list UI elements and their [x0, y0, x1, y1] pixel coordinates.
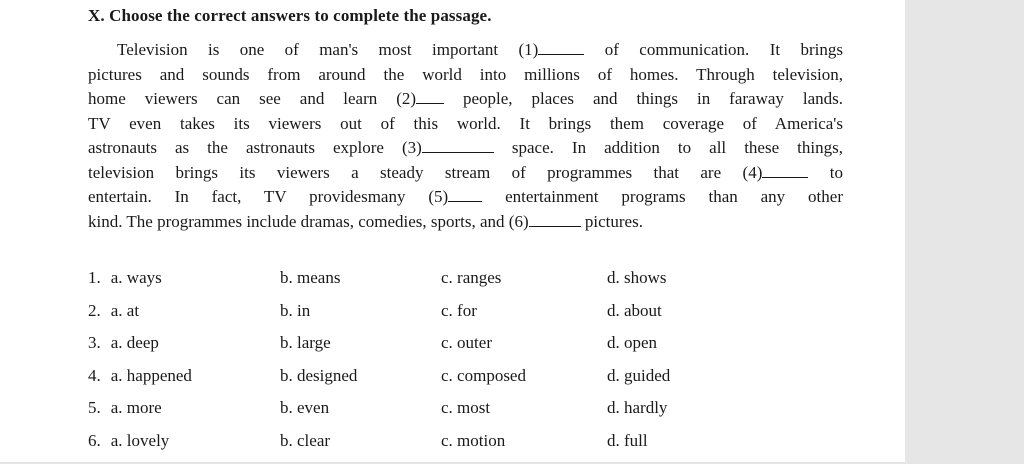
option-a[interactable]: a. more: [110, 398, 162, 418]
passage-line: [88, 210, 843, 235]
option-d[interactable]: d. hardly: [607, 398, 668, 418]
passage-text: home viewers can see and learn (2): [88, 89, 417, 108]
passage-line: [88, 185, 843, 210]
passage-text: Television is one of man's most important (1): [117, 40, 539, 59]
option-b[interactable]: b. even: [280, 398, 330, 418]
passage-text: to: [808, 162, 843, 182]
passage: [88, 38, 843, 234]
option-a[interactable]: a. ways: [110, 268, 162, 287]
blank-1: [538, 40, 584, 55]
option-b[interactable]: b. means: [280, 268, 341, 287]
passage-text: kind. The programmes include dramas, comedies, sports, and (6): [88, 211, 529, 231]
option-c[interactable]: c. composed: [441, 365, 526, 385]
blank-5: [448, 187, 482, 202]
passage-line: pictures and sounds from around the world into millions of homes. Through television,: [88, 64, 843, 84]
option-b[interactable]: b. clear: [280, 430, 331, 450]
option-d[interactable]: d. full: [607, 430, 648, 450]
option-c[interactable]: c. motion: [441, 430, 506, 450]
question-number: 6.: [88, 430, 101, 450]
passage-text: entertainment programs than any other: [482, 187, 843, 206]
option-a[interactable]: a. at: [110, 300, 140, 320]
passage-text: astronauts as the astronauts explore (3): [88, 138, 422, 157]
passage-line: [88, 87, 843, 112]
option-c[interactable]: c. most: [441, 398, 491, 418]
option-c[interactable]: c. for: [441, 300, 477, 320]
option-b[interactable]: b. designed: [280, 365, 358, 385]
passage-text: pictures.: [580, 211, 643, 231]
blank-4: [762, 163, 808, 178]
exercise-title: X. Choose the correct answers to complete the passage.: [88, 6, 492, 25]
option-d[interactable]: d. about: [607, 300, 662, 320]
option-a[interactable]: a. lovely: [110, 430, 170, 450]
question-number: 4.: [88, 365, 101, 385]
option-d[interactable]: d. open: [607, 333, 658, 353]
passage-line: [88, 136, 843, 161]
passage-text: entertain. In fact, TV providesmany (5): [88, 187, 449, 206]
option-b[interactable]: b. large: [280, 333, 331, 353]
blank-3: [422, 138, 494, 153]
passage-text: television brings its viewers a steady stream of programmes that are (4): [88, 162, 763, 182]
passage-text: space. In addition to all these things,: [493, 138, 843, 157]
question-number: 5.: [88, 398, 101, 418]
passage-line: TV even takes its viewers out of this world. It brings them coverage of America's: [88, 113, 843, 133]
option-c[interactable]: c. ranges: [441, 268, 502, 287]
option-c[interactable]: c. outer: [441, 333, 492, 353]
passage-text: people, places and things in faraway lands.: [444, 89, 843, 108]
question-number: 2.: [88, 300, 101, 320]
blank-2: [416, 89, 444, 104]
question-number: 1.: [88, 268, 101, 287]
question-number: 3.: [88, 333, 101, 353]
option-b[interactable]: b. in: [280, 300, 311, 320]
option-a[interactable]: a. happened: [110, 365, 192, 385]
option-a[interactable]: a. deep: [110, 333, 159, 353]
passage-text: of communication. It brings: [584, 40, 843, 59]
option-d[interactable]: d. guided: [607, 365, 671, 385]
passage-line: [88, 38, 843, 63]
passage-line: [88, 161, 843, 186]
blank-6: [529, 212, 581, 227]
option-d[interactable]: d. shows: [607, 268, 667, 287]
